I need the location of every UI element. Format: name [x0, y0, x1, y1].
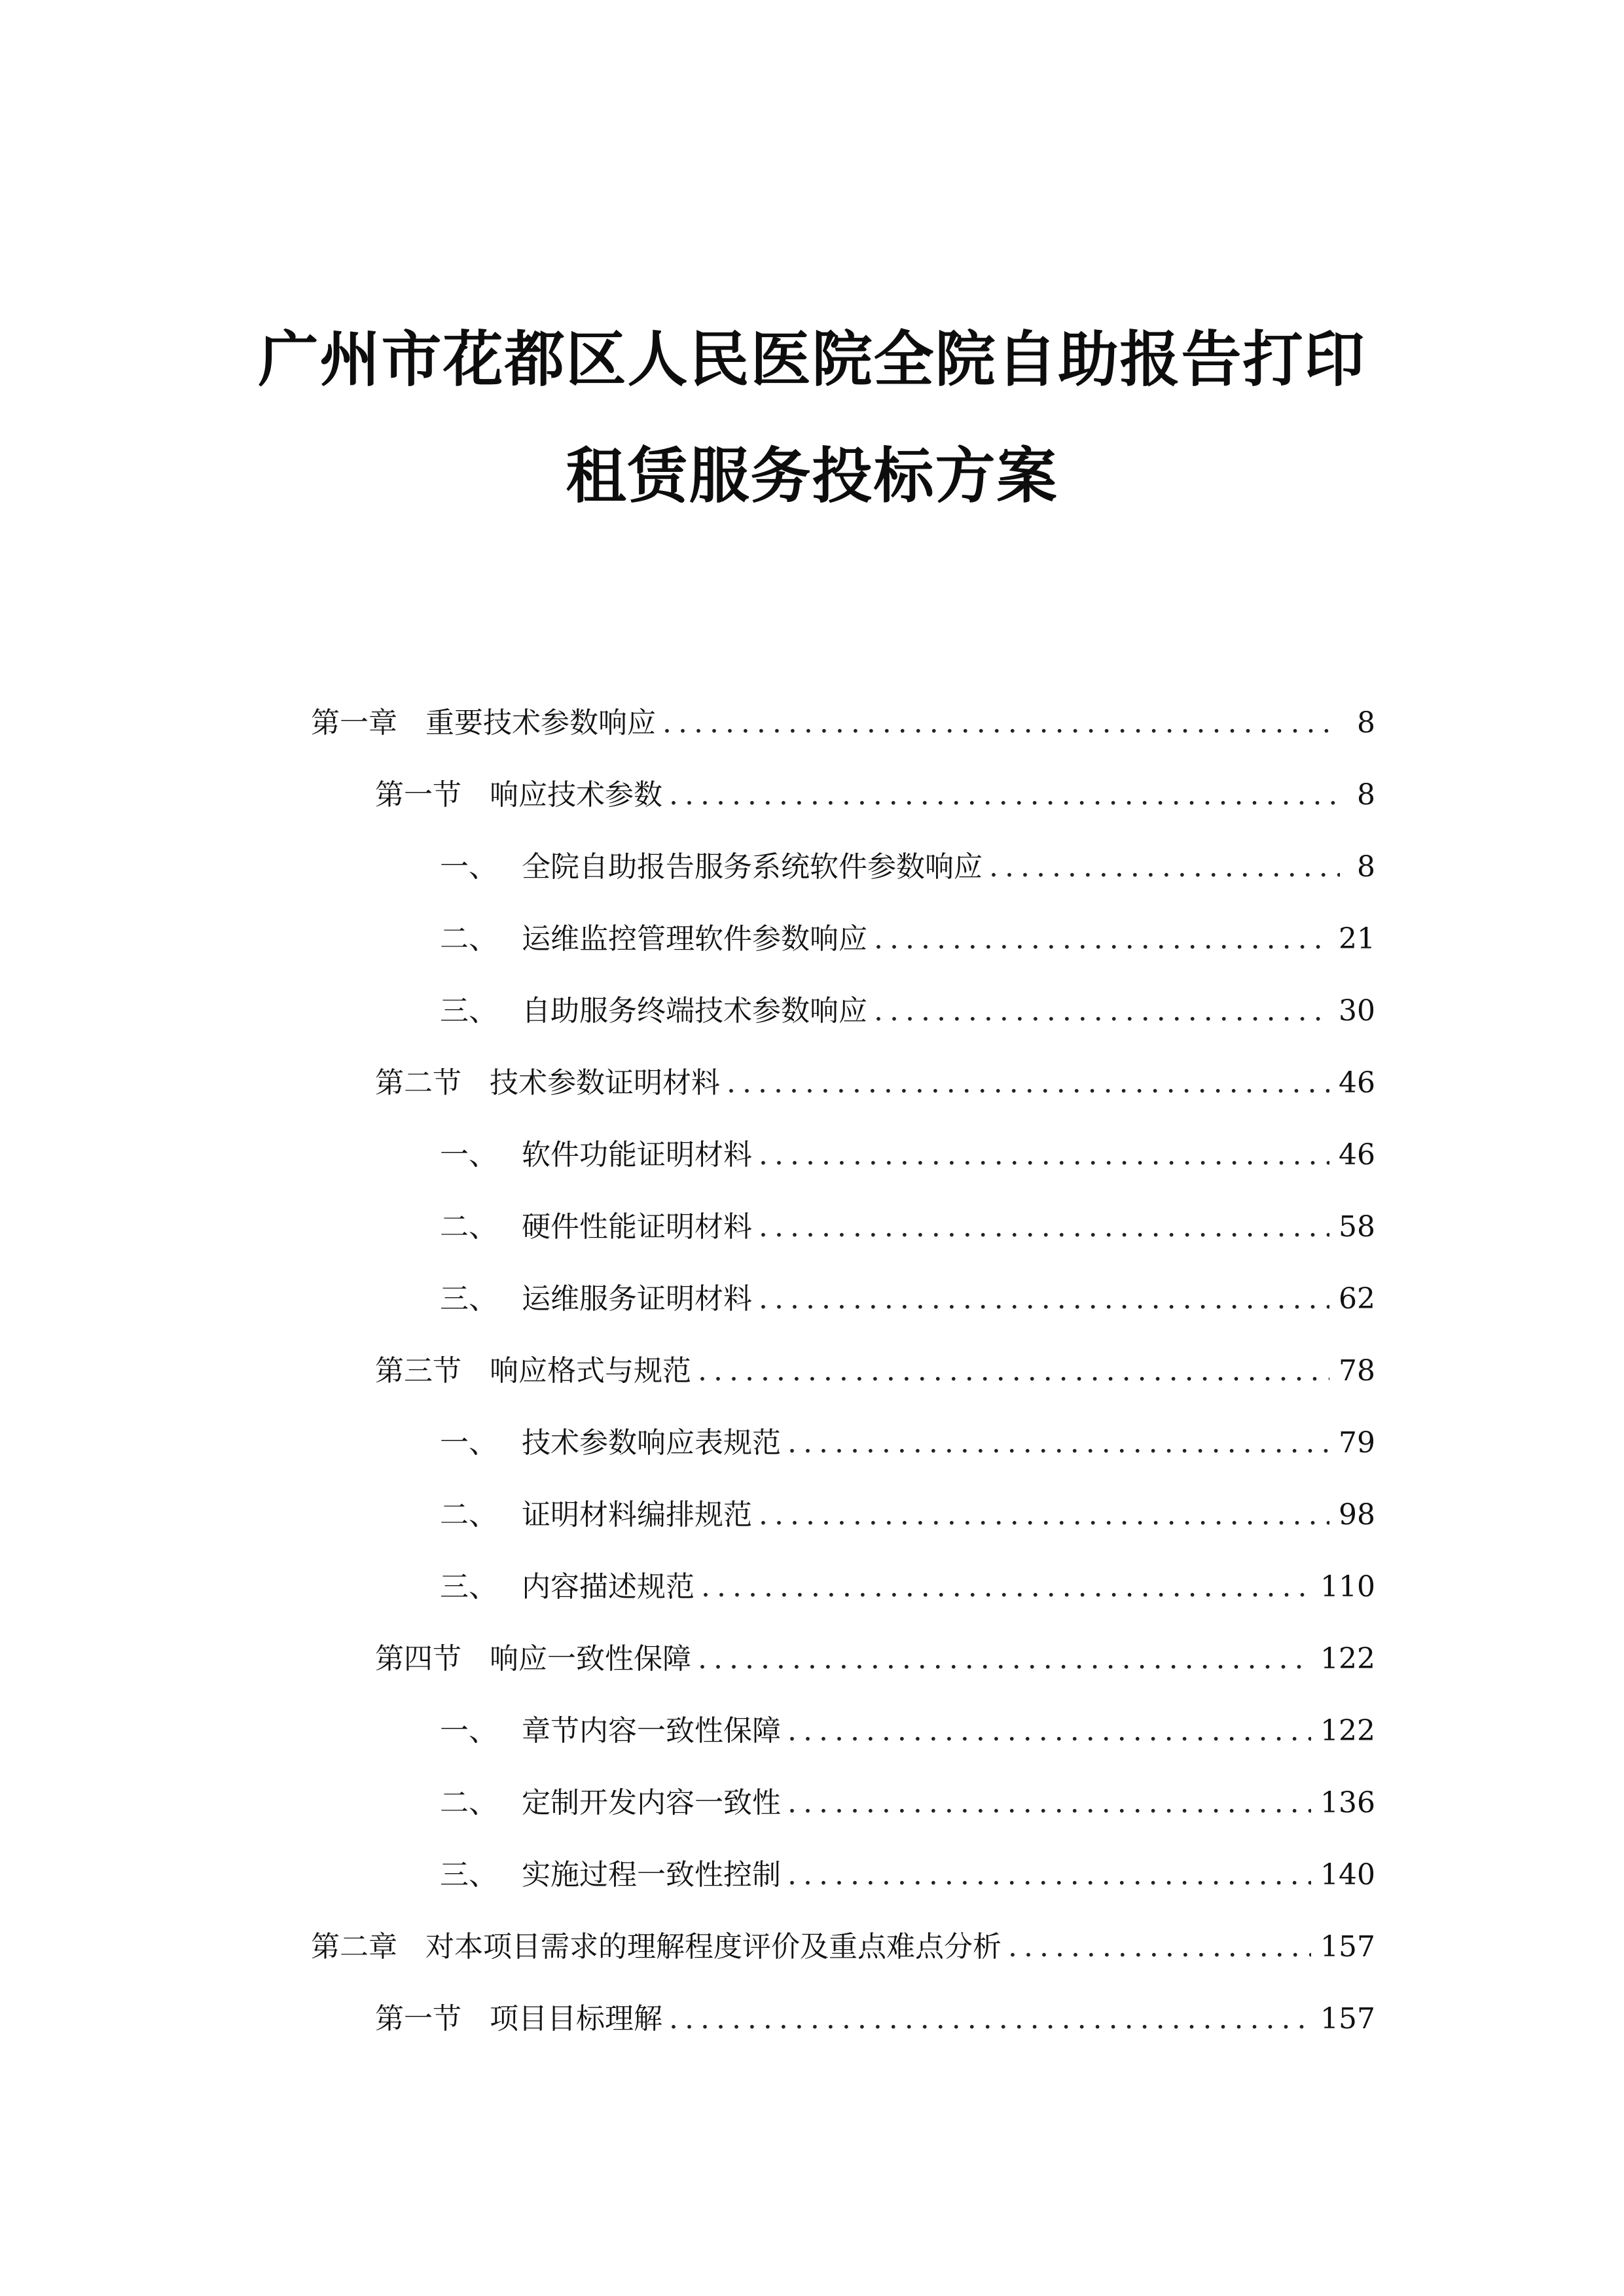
toc-entry[interactable]: [440, 1276, 1375, 1322]
toc-entry-title: 项目目标理解: [490, 2002, 662, 2036]
toc-entry-page: 110: [1320, 1570, 1375, 1604]
toc-entry-page: 122: [1320, 1714, 1375, 1748]
toc-entry-title: 运维服务证明材料: [522, 1282, 752, 1316]
toc-dot-leader: [662, 700, 1340, 746]
toc-entry-page: 157: [1320, 1930, 1375, 1964]
toc-entry-page: 122: [1320, 1642, 1375, 1676]
toc-entry-number: 三、: [440, 994, 497, 1028]
toc-entry[interactable]: [440, 844, 1375, 890]
toc-entry-title: 响应一致性保障: [490, 1642, 691, 1676]
toc-entry-title: 证明材料编排规范: [522, 1498, 752, 1532]
toc-entry[interactable]: [440, 1204, 1375, 1250]
toc-entry-page: 30: [1339, 994, 1375, 1028]
toc-dot-leader: [759, 1132, 1329, 1178]
toc-entry-page: 46: [1339, 1066, 1375, 1100]
toc-entry-page: 46: [1339, 1138, 1375, 1172]
toc-entry-title: 技术参数响应表规范: [522, 1426, 781, 1460]
toc-entry[interactable]: [440, 1420, 1375, 1466]
toc-entry[interactable]: [375, 772, 1375, 818]
toc-entry-page: 98: [1339, 1498, 1375, 1532]
toc-entry-number: 一、: [440, 1714, 497, 1748]
toc-dot-leader: [874, 916, 1329, 962]
toc-dot-leader: [787, 1780, 1311, 1826]
toc-dot-leader: [787, 1420, 1329, 1466]
toc-entry-number: 第一节: [375, 778, 461, 812]
toc-entry-title: 重要技术参数响应: [425, 706, 656, 740]
toc-dot-leader: [1008, 1924, 1311, 1970]
document-title: [0, 327, 1624, 509]
toc-entry-title: 全院自助报告服务系统软件参数响应: [522, 850, 983, 884]
toc-entry[interactable]: [375, 1636, 1375, 1682]
toc-entry-number: 二、: [440, 1786, 497, 1820]
toc-dot-leader: [759, 1276, 1329, 1322]
toc-entry-title: 硬件性能证明材料: [522, 1210, 752, 1244]
title-line-1: 广州市花都区人民医院全院自助报告打印: [258, 325, 1366, 395]
toc-dot-leader: [787, 1708, 1311, 1754]
toc-entry-number: 一、: [440, 1138, 497, 1172]
toc-dot-leader: [698, 1348, 1329, 1394]
toc-entry-title: 章节内容一致性保障: [522, 1714, 781, 1748]
toc-entry-page: 79: [1339, 1426, 1375, 1460]
toc-entry-number: 第三节: [375, 1354, 461, 1388]
toc-dot-leader: [787, 1852, 1311, 1898]
toc-dot-leader: [669, 772, 1340, 818]
toc-entry-number: 第二节: [375, 1066, 461, 1100]
toc-entry[interactable]: [440, 1852, 1375, 1898]
toc-entry-number: 第一节: [375, 2002, 461, 2036]
toc-entry-number: 第一章: [311, 706, 397, 740]
toc-dot-leader: [669, 1996, 1311, 2042]
toc-entry[interactable]: [440, 988, 1375, 1034]
toc-dot-leader: [989, 844, 1340, 890]
toc-dot-leader: [759, 1492, 1329, 1538]
toc-entry[interactable]: [375, 1996, 1375, 2042]
toc-entry-title: 响应格式与规范: [490, 1354, 691, 1388]
toc-entry-number: 二、: [440, 922, 497, 956]
toc-entry-number: 三、: [440, 1570, 497, 1604]
toc-dot-leader: [874, 988, 1329, 1034]
toc-entry-title: 软件功能证明材料: [522, 1138, 752, 1172]
toc-entry-page: 21: [1339, 922, 1375, 956]
toc-entry-number: 三、: [440, 1282, 497, 1316]
toc-entry[interactable]: [440, 1780, 1375, 1826]
toc-entry-title: 运维监控管理软件参数响应: [522, 922, 867, 956]
toc-entry-title: 技术参数证明材料: [490, 1066, 720, 1100]
toc-entry-page: 58: [1339, 1210, 1375, 1244]
toc-entry[interactable]: [440, 916, 1375, 962]
toc-dot-leader: [759, 1204, 1329, 1250]
toc-entry-page: 140: [1320, 1858, 1375, 1892]
toc-entry-page: 78: [1339, 1354, 1375, 1388]
toc-entry[interactable]: [440, 1132, 1375, 1178]
toc-entry[interactable]: [375, 1348, 1375, 1394]
toc-entry[interactable]: [440, 1492, 1375, 1538]
toc-entry-number: 第二章: [311, 1930, 397, 1964]
toc-entry-number: 一、: [440, 850, 497, 884]
toc-entry-number: 第四节: [375, 1642, 461, 1676]
toc-dot-leader: [701, 1564, 1311, 1610]
toc-entry-number: 一、: [440, 1426, 497, 1460]
toc-entry-title: 内容描述规范: [522, 1570, 695, 1604]
toc-entry[interactable]: [311, 1924, 1375, 1970]
toc-entry-title: 响应技术参数: [490, 778, 662, 812]
toc-entry-page: 8: [1357, 778, 1375, 812]
toc-dot-leader: [698, 1636, 1311, 1682]
toc-entry-page: 157: [1320, 2002, 1375, 2036]
toc-entry-page: 136: [1320, 1786, 1375, 1820]
toc-entry-number: 二、: [440, 1210, 497, 1244]
toc-entry[interactable]: [440, 1564, 1375, 1610]
toc-entry-title: 对本项目需求的理解程度评价及重点难点分析: [425, 1930, 1001, 1964]
toc-entry-title: 自助服务终端技术参数响应: [522, 994, 867, 1028]
toc-entry-page: 8: [1357, 850, 1375, 884]
toc-entry-page: 8: [1357, 706, 1375, 740]
toc-entry-number: 三、: [440, 1858, 497, 1892]
toc-entry-page: 62: [1339, 1282, 1375, 1316]
toc-entry[interactable]: [311, 700, 1375, 746]
toc-entry-number: 二、: [440, 1498, 497, 1532]
toc-entry-title: 实施过程一致性控制: [522, 1858, 781, 1892]
toc-dot-leader: [727, 1060, 1329, 1106]
toc-entry[interactable]: [375, 1060, 1375, 1106]
title-line-2: 租赁服务投标方案: [566, 441, 1058, 511]
toc-entry-title: 定制开发内容一致性: [522, 1786, 781, 1820]
toc-entry[interactable]: [440, 1708, 1375, 1754]
